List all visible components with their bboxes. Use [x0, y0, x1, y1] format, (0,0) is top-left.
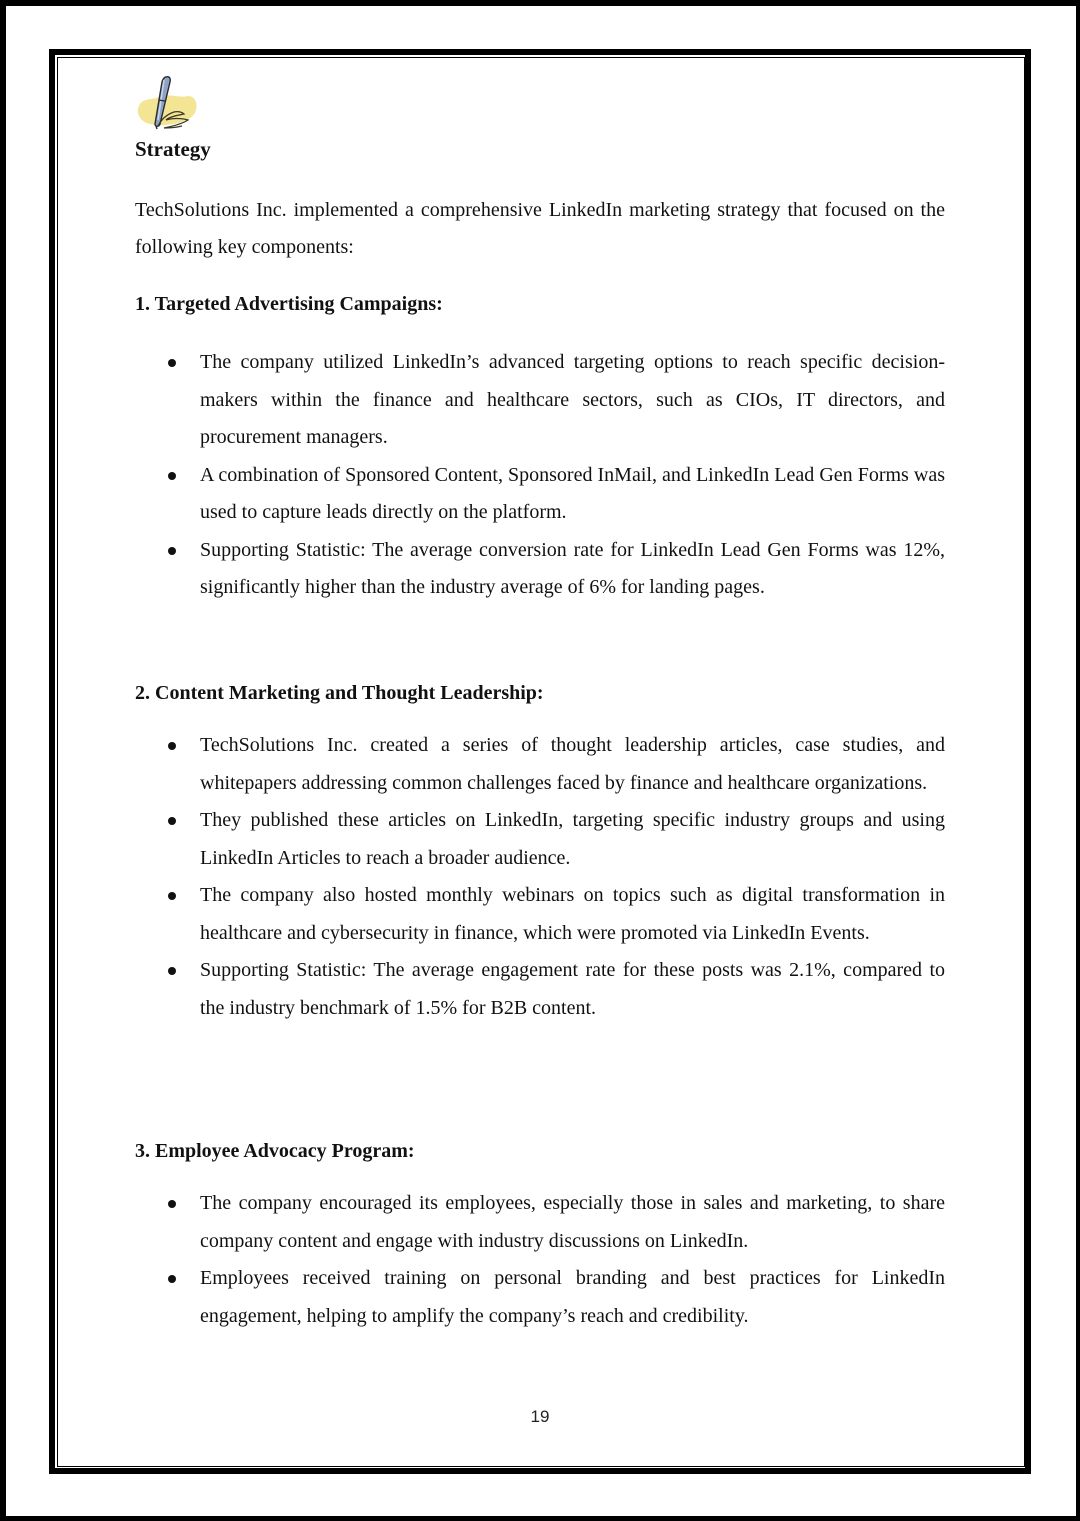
intro-paragraph: TechSolutions Inc. implemented a comprehensive LinkedIn marketing strategy that focused on the following key components:: [135, 199, 945, 258]
bullet-list-targeted-advertising: [135, 344, 945, 607]
list-item-text: Employees received training on personal branding and best practices for LinkedIn engagement, helping to amplify the company’s reach and credibility.: [200, 1267, 945, 1327]
list-item: [135, 802, 945, 877]
bullet-icon: [168, 1275, 176, 1283]
heading-content-marketing: 2. Content Marketing and Thought Leadership:: [135, 682, 544, 704]
list-item-text: Supporting Statistic: The average conversion rate for LinkedIn Lead Gen Forms was 12%, significantly higher than the industry average of 6% for landing pages.: [200, 538, 945, 598]
pen-writing-icon: [136, 74, 202, 134]
list-item: [135, 877, 945, 952]
list-item: [135, 1185, 945, 1260]
list-item: [135, 1260, 945, 1335]
bullet-icon: [168, 472, 176, 480]
list-item-text: Supporting Statistic: The average engagement rate for these posts was 2.1%, compared to the industry benchmark of 1.5% for B2B content.: [200, 959, 945, 1019]
list-item: [135, 727, 945, 802]
bullet-list-content-marketing: [135, 727, 945, 1027]
list-item-text: They published these articles on LinkedIn, targeting specific industry groups and using LinkedIn Articles to reach a broader audience.: [200, 809, 945, 869]
heading-employee-advocacy: 3. Employee Advocacy Program:: [135, 1140, 415, 1162]
page-number: 19: [530, 1407, 550, 1426]
heading-targeted-advertising: 1. Targeted Advertising Campaigns:: [135, 293, 443, 315]
list-item: [135, 457, 945, 532]
list-item-text: The company utilized LinkedIn’s advanced targeting options to reach specific decision-makers within the finance and healthcare sectors, such as CIOs, IT directors, and procurement managers.: [200, 351, 945, 448]
bullet-icon: [168, 967, 176, 975]
list-item-text: TechSolutions Inc. created a series of thought leadership articles, case studies, and whitepapers addressing common challenges faced by finance and healthcare organizations.: [200, 734, 945, 794]
section-title: Strategy: [135, 137, 211, 161]
list-item-text: The company encouraged its employees, especially those in sales and marketing, to share company content and engage with industry discussions on LinkedIn.: [200, 1192, 945, 1252]
bullet-icon: [168, 359, 176, 367]
bullet-list-employee-advocacy: [135, 1185, 945, 1335]
bullet-icon: [168, 1200, 176, 1208]
bullet-icon: [168, 742, 176, 750]
bullet-icon: [168, 547, 176, 555]
list-item: [135, 952, 945, 1027]
bullet-icon: [168, 817, 176, 825]
bullet-icon: [168, 892, 176, 900]
list-item: [135, 532, 945, 607]
list-item-text: A combination of Sponsored Content, Sponsored InMail, and LinkedIn Lead Gen Forms was used to capture leads directly on the platform.: [200, 463, 945, 523]
list-item-text: The company also hosted monthly webinars on topics such as digital transformation in healthcare and cybersecurity in finance, which were promoted via LinkedIn Events.: [200, 884, 945, 944]
list-item: [135, 344, 945, 457]
